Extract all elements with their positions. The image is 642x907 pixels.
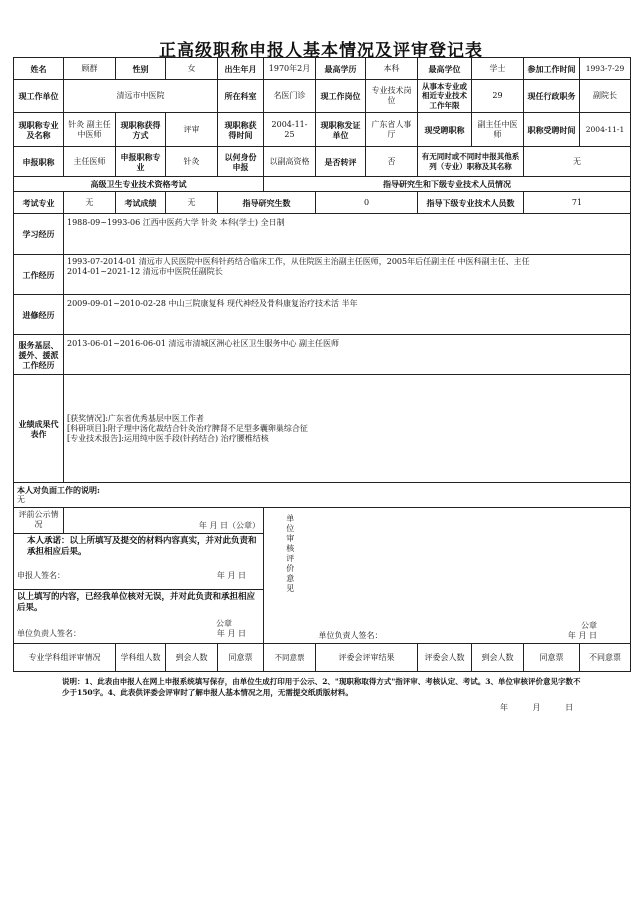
achievement-row (14, 375, 631, 483)
committee-result-label: 评委会评审结果 (316, 644, 418, 672)
verify-seal: 公章 (216, 619, 232, 629)
achievement-line: [专业技术报告]:运用纯中医手段(针药结合) 治疗腰椎结核 (67, 433, 269, 443)
group-agree-label: 同意票 (218, 644, 264, 672)
gender-label: 性别 (116, 58, 166, 80)
other-series-label: 有无同时或不同时申报其他系列（专业）职称及其名称 (418, 147, 524, 177)
unit-opinion-label: 单位审核评价意见 (285, 514, 295, 595)
work-label: 工作经历 (14, 255, 64, 295)
group-attend-label: 到会人数 (166, 644, 218, 672)
applicant-sign-label: 申报人签名： (17, 571, 65, 581)
hired-title-value: 副主任中医师 (472, 113, 524, 147)
gender-value: 女 (166, 58, 218, 80)
guide-section-header: 指导研究生和下级专业技术人员情况 (264, 177, 631, 192)
exam-score-label: 考试成绩 (116, 192, 166, 214)
title-date-value: 2004-11-25 (264, 113, 316, 147)
birth-value: 1970年2月 (264, 58, 316, 80)
admin-post-value: 副院长 (580, 80, 631, 113)
negative-text: 无 (17, 495, 25, 505)
verify-sign-date: 年 月 日 (216, 629, 246, 639)
negative-cell (14, 483, 631, 508)
section-header-row (14, 177, 631, 192)
negative-label: 本人对负面工作的说明: (17, 485, 100, 496)
page-title: 正高级职称申报人基本情况及评审登记表 (159, 41, 483, 61)
expert-review-label: 专业学科组评审情况 (14, 644, 116, 672)
identity-value: 以副高资格 (264, 147, 316, 177)
education-label: 最高学历 (316, 58, 366, 80)
exam-section-header: 高级卫生专业技术资格考试 (14, 177, 264, 192)
issuer-value: 广东省人事厅 (366, 113, 418, 147)
unit-opinion-label-cell (264, 508, 316, 644)
study-text: 1988-09~1993-06 江西中医药大学 针灸 本科(学士) 全日制 (64, 214, 631, 255)
work-start-label: 参加工作时间 (524, 58, 580, 80)
grad-count-value: 0 (316, 192, 418, 214)
service-row (14, 335, 631, 375)
promise-cell (14, 534, 264, 590)
work-start-value: 1993-7-29 (580, 58, 631, 80)
other-series-value: 无 (524, 147, 631, 177)
apply-title-label: 申报职称 (14, 147, 64, 177)
transfer-value: 否 (366, 147, 418, 177)
unit-value: 清远市中医院 (64, 80, 218, 113)
committee-agree-label: 同意票 (524, 644, 580, 672)
publicity-date: 年 月 日（公章） (64, 508, 264, 534)
years-label: 从事本专业或相近专业技术工作年限 (418, 80, 472, 113)
achievement-label: 业绩成果代表作 (14, 375, 64, 483)
unit-opinion-area (316, 508, 631, 644)
post-label: 现工作岗位 (316, 80, 366, 113)
degree-value: 学士 (472, 58, 524, 80)
degree-label: 最高学位 (418, 58, 472, 80)
negative-row (14, 483, 631, 508)
notes: 说明：1、此表由申报人在网上申报系统填写保存，由单位生成打印用于公示、2、"现职称取得方式"指评审、考核认定、考试。3、单位审核评价意见字数不少于150字。4、此表供评委会评审时了解申报人基本情况之用，无需提交纸质版材料。 (62, 677, 581, 697)
work-row (14, 255, 631, 295)
committee-count-label: 评委会人数 (418, 644, 472, 672)
basic-info-row (14, 58, 631, 80)
publicity-row (14, 508, 631, 534)
verify-sign-label: 单位负责人签名： (17, 629, 81, 639)
post-value: 专业技术岗位 (366, 80, 418, 113)
work-text (64, 255, 631, 295)
current-title-value: 针灸 副主任中医师 (64, 113, 116, 147)
achievement-line: [科研项目]:附子理中汤化裁结合针灸治疗脾肾不足型多囊卵巢综合征 (67, 423, 308, 433)
admin-post-label: 现任行政职务 (524, 80, 580, 113)
study-label: 学习经历 (14, 214, 64, 255)
committee-disagree-label: 不同意票 (580, 644, 631, 672)
title-method-value: 评审 (166, 113, 218, 147)
issuer-label: 现职称发证单位 (316, 113, 366, 147)
apply-major-label: 申报职称专业 (116, 147, 166, 177)
further-study-label: 进修经历 (14, 295, 64, 335)
name-value: 顾群 (64, 58, 116, 80)
exam-major-label: 考试专业 (14, 192, 64, 214)
unit-sign-label: 单位负责人签名： (318, 631, 383, 641)
dept-label: 所在科室 (218, 80, 264, 113)
further-study-row (14, 295, 631, 335)
verify-cell (14, 590, 264, 644)
name-label: 姓名 (14, 58, 64, 80)
years-value: 29 (472, 80, 524, 113)
registration-form (13, 57, 631, 672)
group-count-label: 学科组人数 (116, 644, 166, 672)
footer-date: 年 月 日 (500, 703, 574, 712)
birth-label: 出生年月 (218, 58, 264, 80)
apply-title-row (14, 147, 631, 177)
hired-time-label: 职称受聘时间 (524, 113, 580, 147)
title-method-label: 现职称获得方式 (116, 113, 166, 147)
work-unit-row (14, 80, 631, 113)
unit-label: 现工作单位 (14, 80, 64, 113)
promise-sign-line (17, 571, 260, 581)
current-title-row (14, 113, 631, 147)
work-line: 1993-07-2014-01 清远市人民医院中医科针药结合临床工作，从住院医主治副主任医师，2005年后任副主任 中医科副主任、主任 (67, 257, 530, 267)
junior-count-value: 71 (524, 192, 631, 214)
grad-count-label: 指导研究生数 (218, 192, 316, 214)
work-line: 2014-01~2021-12 清远市中医院任副院长 (67, 267, 223, 277)
verify-sign-line (17, 629, 260, 639)
promise-text: 本人承诺：以上所填写及提交的材料内容真实，并对此负责和承担相应后果。 (27, 536, 257, 557)
achievement-line: [获奖情况]:广东省优秀基层中医工作者 (67, 413, 204, 423)
exam-score-value: 无 (166, 192, 218, 214)
apply-major-value: 针灸 (166, 147, 218, 177)
dept-value: 名医门诊 (264, 80, 316, 113)
current-title-label: 现职称专业及名称 (14, 113, 64, 147)
exam-major-value: 无 (64, 192, 116, 214)
service-label: 服务基层、援外、援派工作经历 (14, 335, 64, 375)
achievement-text (64, 375, 631, 483)
publicity-label: 评前公示情况 (14, 508, 64, 534)
education-value: 本科 (366, 58, 418, 80)
hired-title-label: 现受聘职称 (418, 113, 472, 147)
study-row (14, 214, 631, 255)
committee-attend-label: 到会人数 (472, 644, 524, 672)
exam-guide-row (14, 192, 631, 214)
verify-text: 以上填写的内容，已经我单位核对无误，并对此负责和承担相应后果。 (17, 592, 256, 613)
apply-title-value: 主任医师 (64, 147, 116, 177)
transfer-label: 是否转评 (316, 147, 366, 177)
junior-count-label: 指导下级专业技术人员数 (418, 192, 524, 214)
unit-sign-date: 年 月 日 (567, 631, 597, 641)
further-study-text: 2009-09-01~2010-02-28 中山三院康复科 现代神经及骨科康复治疗技术活 半年 (64, 295, 631, 335)
applicant-sign-date: 年 月 日 (216, 571, 246, 581)
unit-sign-line (319, 631, 628, 641)
unit-seal: 公章 (581, 621, 597, 631)
hired-time-value: 2004-11-1 (580, 113, 631, 147)
group-disagree-label: 不同意票 (264, 644, 316, 672)
review-row (14, 644, 631, 672)
title-date-label: 现职称获得时间 (218, 113, 264, 147)
service-text: 2013-06-01~2016-06-01 清远市清城区洲心社区卫生服务中心 副主任医师 (64, 335, 631, 375)
identity-label: 以何身份申报 (218, 147, 264, 177)
